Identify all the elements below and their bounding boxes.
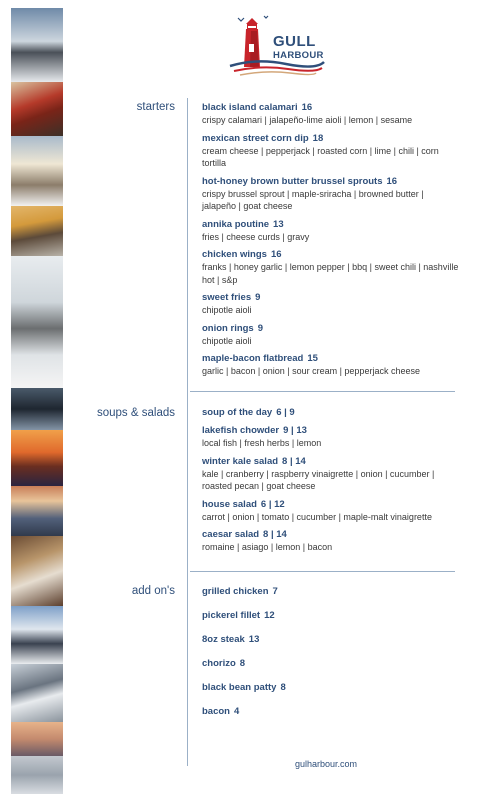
item-description: crispy brussel sprout | maple-sriracha | browned butter | jalapeño | goat cheese	[202, 188, 424, 211]
item-description: crispy calamari | jalapeño-lime aioli | lemon | sesame	[202, 115, 413, 125]
menu-item	[202, 705, 460, 718]
collage-photo-sunset	[11, 430, 63, 486]
menu-item	[202, 455, 460, 493]
item-name: maple-bacon flatbread	[202, 353, 304, 364]
item-price: 8 | 14	[282, 455, 306, 467]
item-description: chipotle aioli	[202, 305, 252, 315]
photo-collage-strip	[11, 8, 63, 794]
divider-starters-soups	[190, 391, 455, 392]
collage-photo-dock	[11, 388, 63, 430]
item-heading	[202, 657, 460, 670]
menu-item	[202, 406, 460, 419]
soups-salads-list	[202, 406, 460, 559]
item-price: 7	[272, 586, 278, 597]
menu-item	[202, 352, 460, 378]
item-price: 16	[386, 175, 398, 187]
menu-item	[202, 218, 460, 244]
item-heading	[202, 681, 460, 694]
item-heading	[202, 352, 460, 365]
item-name: 8oz steak	[202, 634, 245, 645]
item-name: black island calamari	[202, 102, 298, 113]
item-name: mexican street corn dip	[202, 132, 309, 144]
item-description: romaine | asiago | lemon | bacon	[202, 542, 333, 552]
item-description: garlic | bacon | onion | sour cream | pepperjack cheese	[202, 366, 420, 376]
item-heading	[202, 455, 460, 468]
menu-item	[202, 248, 460, 286]
item-price: 8	[280, 682, 286, 693]
collage-photo-lighthouse	[11, 756, 63, 794]
item-heading	[202, 248, 460, 261]
item-heading	[202, 218, 460, 231]
section-title-soups-salads: soups & salads	[97, 407, 175, 419]
menu-item	[202, 585, 460, 598]
collage-photo-snowmobiles	[11, 8, 63, 82]
item-name: annika poutine	[202, 218, 270, 230]
item-name: chorizo	[202, 658, 236, 669]
item-price: 6 | 12	[260, 498, 285, 510]
item-name: house salad	[202, 498, 257, 510]
item-price: 8 | 14	[263, 529, 287, 540]
item-heading	[202, 322, 460, 335]
item-heading	[202, 528, 460, 541]
item-name: caesar salad	[202, 529, 260, 540]
item-description: kale | cranberry | raspberry vinaigrette | onion | cucumber | roasted pecan | goat cheese	[202, 468, 435, 491]
item-price: 16	[270, 249, 282, 260]
item-name: chicken wings	[202, 249, 267, 260]
vertical-divider	[187, 98, 188, 766]
menu-item	[202, 424, 460, 450]
item-description: cream cheese | pepperjack | roasted corn | lime | chili | corn tortilla	[202, 145, 439, 168]
brand-name-line1: GULL	[273, 33, 316, 50]
item-heading	[202, 175, 460, 188]
menu-item	[202, 681, 460, 694]
item-name: winter kale salad	[202, 455, 279, 467]
brand-name-line2: HARBOUR	[273, 50, 324, 61]
collage-photo-snow-tracks	[11, 664, 63, 722]
collage-photo-lake	[11, 486, 63, 536]
menu-item	[202, 528, 460, 554]
menu-item	[202, 291, 460, 317]
item-price: 18	[312, 132, 324, 144]
menu-item	[202, 175, 460, 213]
item-name: grilled chicken	[202, 586, 269, 597]
item-description: chipotle aioli	[202, 335, 252, 346]
item-heading	[202, 132, 460, 145]
item-description: fries | cheese curds | gravy	[202, 231, 310, 242]
item-price: 9	[255, 292, 261, 303]
divider-soups-addons	[190, 571, 455, 572]
item-heading	[202, 609, 460, 622]
item-heading	[202, 498, 460, 511]
menu-item	[202, 657, 460, 670]
item-price: 15	[307, 353, 318, 364]
menu-item	[202, 498, 460, 524]
item-heading	[202, 406, 460, 419]
addons-list	[202, 585, 460, 729]
item-price: 13	[273, 218, 284, 230]
item-heading	[202, 705, 460, 718]
item-name: lakefish chowder	[202, 425, 280, 436]
item-price: 6 | 9	[276, 407, 295, 418]
item-heading	[202, 101, 460, 114]
item-price: 13	[248, 634, 260, 645]
item-name: onion rings	[202, 322, 254, 334]
collage-photo-person	[11, 206, 63, 256]
item-heading	[202, 585, 460, 598]
item-description: franks | honey garlic | lemon pepper | bbq | sweet chili | nashville hot | s&p	[202, 262, 459, 285]
starters-list	[202, 101, 460, 383]
item-name: sweet fries	[202, 292, 252, 303]
collage-photo-bird	[11, 256, 63, 388]
collage-photo-ice-fishing	[11, 136, 63, 206]
menu-item	[202, 101, 460, 127]
item-heading	[202, 291, 460, 304]
item-name: soup of the day	[202, 407, 273, 418]
item-price: 16	[301, 102, 313, 113]
collage-photo-bedroom	[11, 536, 63, 606]
item-description: carrot | onion | tomato | cucumber | maple-malt vinaigrette	[202, 511, 432, 522]
menu-item	[202, 633, 460, 646]
section-title-addons: add on's	[131, 585, 175, 597]
item-description: local fish | fresh herbs | lemon	[202, 438, 322, 448]
item-heading	[202, 633, 460, 646]
item-name: pickerel fillet	[202, 610, 261, 621]
section-title-starters: starters	[136, 101, 175, 113]
item-price: 4	[233, 706, 240, 717]
item-heading	[202, 424, 460, 437]
item-price: 8	[239, 658, 246, 669]
item-price: 9	[257, 322, 264, 334]
collage-photo-red-jacket	[11, 82, 63, 136]
website-url[interactable]: gulharbour.com	[295, 759, 358, 769]
collage-photo-dusk	[11, 722, 63, 756]
menu-item	[202, 322, 460, 348]
menu-item	[202, 609, 460, 622]
item-price: 12	[264, 610, 275, 621]
collage-photo-snow-trailer	[11, 606, 63, 664]
item-price: 9 | 13	[283, 425, 307, 436]
item-name: bacon	[202, 706, 230, 717]
item-name: hot-honey brown butter brussel sprouts	[202, 175, 383, 187]
item-name: black bean patty	[202, 682, 277, 693]
menu-item	[202, 132, 460, 170]
